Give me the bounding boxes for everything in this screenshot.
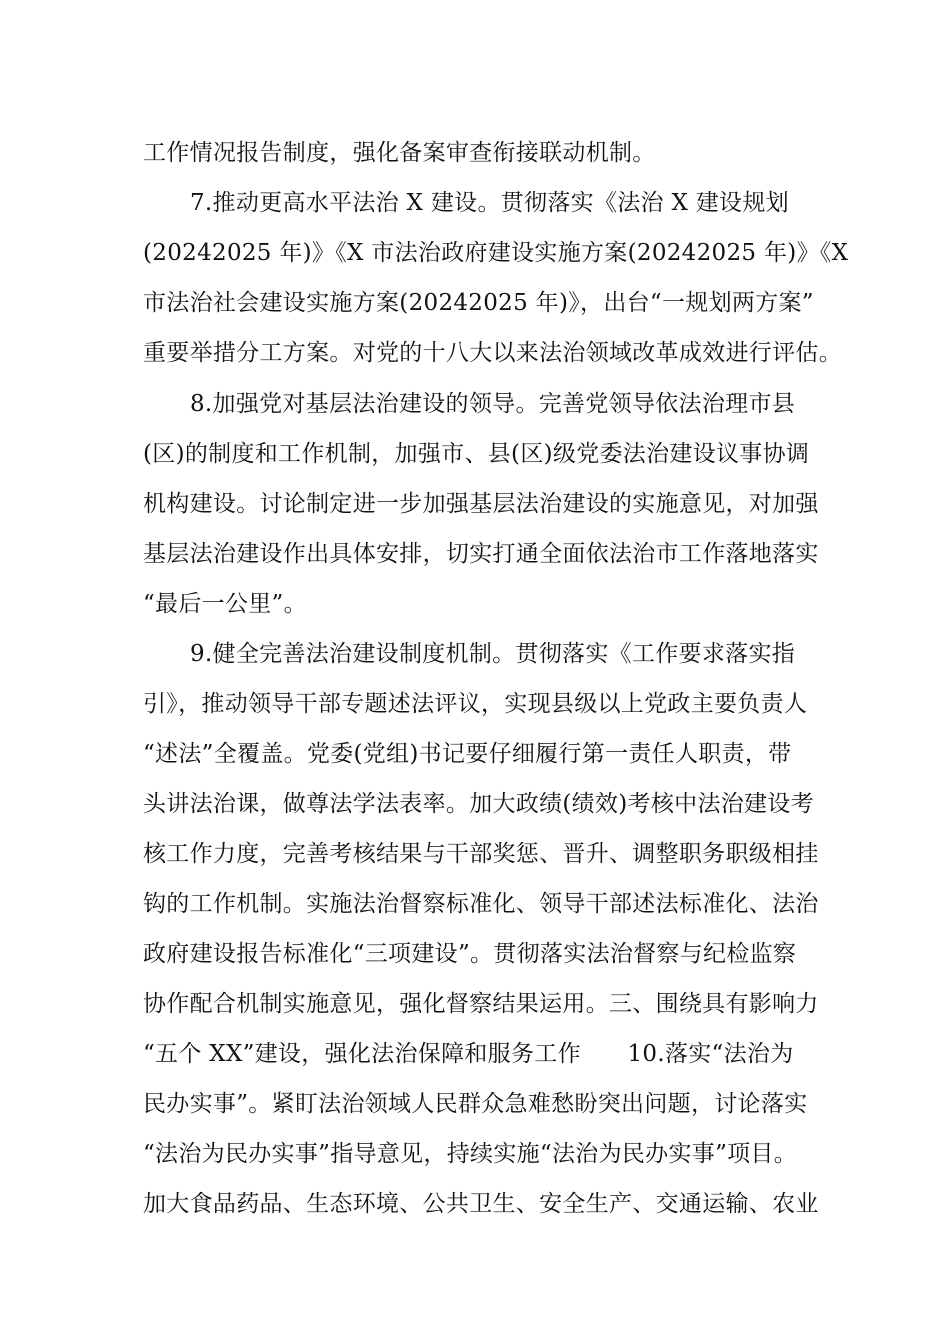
text-line: 7.推动更高水平法治 X 建设。贯彻落实《法治 X 建设规划 bbox=[190, 190, 789, 216]
text-line: 核工作力度，完善考核结果与干部奖惩、晋升、调整职务职级相挂 bbox=[143, 841, 819, 867]
text-line: 钩的工作机制。实施法治督察标准化、领导干部述法标准化、法治 bbox=[143, 891, 819, 917]
text-line: 9.健全完善法治建设制度机制。贯彻落实《工作要求落实指 bbox=[190, 641, 796, 667]
text-line: “述法”全覆盖。党委(党组)书记要仔细履行第一责任人职责，带 bbox=[143, 741, 792, 767]
text-line: “法治为民办实事”指导意见，持续实施“法治为民办实事”项目。 bbox=[143, 1141, 798, 1167]
text-line: 引》，推动领导干部专题述法评议，实现县级以上党政主要负责人 bbox=[143, 691, 808, 717]
text-line: 政府建设报告标准化“三项建设”。贯彻落实法治督察与纪检监察 bbox=[143, 941, 797, 967]
text-line: 头讲法治课，做尊法学法表率。加大政绩(绩效)考核中法治建设考 bbox=[143, 791, 814, 817]
text-line: 工作情况报告制度，强化备案审查衔接联动机制。 bbox=[143, 140, 656, 166]
text-line: 市法治社会建设实施方案(20242025 年)》，出台“一规划两方案” bbox=[143, 290, 814, 316]
text-line: (区)的制度和工作机制，加强市、县(区)级党委法治建设议事协调 bbox=[143, 441, 810, 467]
text-line: 协作配合机制实施意见，强化督察结果运用。三、围绕具有影响力 bbox=[143, 991, 819, 1017]
text-line: 基层法治建设作出具体安排，切实打通全面依法治市工作落地落实 bbox=[143, 541, 819, 567]
text-line: “五个 XX”建设，强化法治保障和服务工作 10.落实“法治为 bbox=[143, 1041, 794, 1067]
text-line: 重要举措分工方案。对党的十八大以来法治领域改革成效进行评估。 bbox=[143, 340, 842, 366]
text-line: 民办实事”。紧盯法治领域人民群众急难愁盼突出问题，讨论落实 bbox=[143, 1091, 808, 1117]
text-line: 8.加强党对基层法治建设的领导。完善党领导依法治理市县 bbox=[190, 391, 796, 417]
text-line: “最后一公里”。 bbox=[143, 591, 307, 617]
text-line: (20242025 年)》《X 市法治政府建设实施方案(20242025 年)》《X bbox=[143, 240, 849, 266]
text-line: 加大食品药品、生态环境、公共卫生、安全生产、交通运输、农业 bbox=[143, 1191, 819, 1217]
text-line: 机构建设。讨论制定进一步加强基层法治建设的实施意见，对加强 bbox=[143, 491, 819, 517]
